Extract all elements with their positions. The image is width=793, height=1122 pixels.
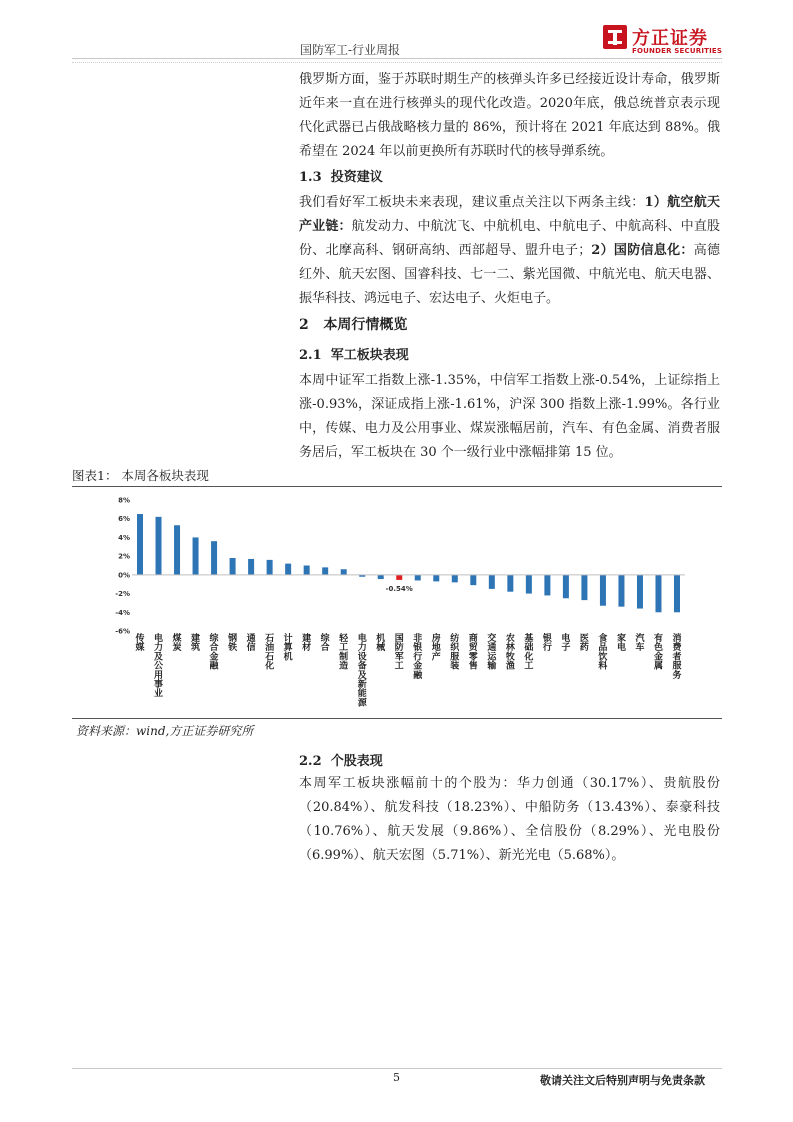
bar-机械 (378, 575, 384, 579)
category-label: 煤炭 (172, 634, 182, 654)
y-tick-label: 2% (118, 552, 130, 561)
header-divider-dotted (72, 62, 722, 63)
section-1-3-heading (299, 166, 383, 185)
category-label: 食品饮料 (598, 634, 608, 672)
y-tick-label: 6% (118, 515, 130, 524)
category-label: 纺织服装 (450, 634, 460, 672)
category-label: 农林牧渔 (505, 634, 515, 672)
bar-农林牧渔 (507, 575, 513, 592)
invest-aerospace-stocks: 航发动力、中航沈飞、中航机电、中航电子、中航高科、中直股份、北摩高科、钢研高纳、西部超导、盟升电子； (299, 219, 720, 258)
header-title: 国防军工-行业周报 (300, 43, 401, 57)
bar-房地产 (433, 575, 439, 582)
y-tick-label: 0% (118, 571, 130, 580)
bar-煤炭 (174, 525, 180, 575)
section-title: 投资建议 (330, 170, 383, 185)
section-number: 2.1 (299, 348, 322, 363)
category-label: 轻工制造 (339, 634, 349, 672)
bar-有色金属 (655, 575, 661, 612)
category-label: 机械 (376, 634, 386, 654)
paragraph-stocks: 本周军工板块涨幅前十的个股为：华力创通（30.17%）、贵航股份（20.84%）、航发科技（18.23%）、中船防务（13.43%）、泰豪科技（10.76%）、航天发展（9.86%）、全信股份（8.29%）、光电股份（6.99%）、航天宏图（5.71%）、新光光电（5.68%）。 (299, 776, 720, 863)
category-label: 非银行金融 (413, 634, 423, 681)
y-tick-label: 8% (118, 496, 130, 505)
category-label: 汽车 (635, 634, 645, 654)
section-2-2-heading (299, 750, 383, 769)
figure-title: 图表1： 本周各板块表现 (72, 468, 209, 483)
category-label: 电力及公用事业 (154, 634, 164, 700)
bar-传媒 (137, 514, 143, 575)
bar-银行 (544, 575, 550, 596)
bar-综合 (322, 567, 328, 574)
invest-line-aerospace: 1）航空航天产业链： (299, 195, 720, 234)
invest-defense-it-stocks: 高德红外、航天宏图、国睿科技、七一二、紫光国微、中航光电、航天电器、振华科技、鸿远电子、宏达电子、火炬电子。 (299, 243, 720, 306)
bar-基础化工 (526, 575, 532, 594)
highlight-data-label: -0.54% (385, 584, 413, 593)
bar-电力及公用事业 (156, 517, 162, 575)
logo-mark-icon (602, 24, 628, 50)
bar-综合金融 (211, 541, 217, 575)
figure-bottom-rule (72, 718, 722, 719)
invest-intro: 我们看好军工板块未来表现，建议重点关注以下两条主线： (299, 195, 645, 210)
bar-汽车 (637, 575, 643, 609)
bar-食品饮料 (600, 575, 606, 606)
category-label: 通信 (246, 634, 256, 654)
section-2-1-heading (299, 344, 409, 363)
bar-建材 (304, 566, 310, 575)
sector-performance-chart (72, 488, 722, 716)
footer-disclaimer: 敬请关注文后特别声明与免责条款 (540, 1074, 705, 1087)
page-number: 5 (393, 1071, 400, 1084)
category-label: 综合 (320, 634, 330, 654)
invest-line-defense-it: 2）国防信息化： (591, 243, 694, 258)
category-label: 电子 (561, 634, 571, 654)
y-axis (115, 497, 130, 636)
category-label: 商贸零售 (468, 634, 478, 672)
category-label: 建筑 (191, 634, 201, 654)
section-number: 1.3 (299, 170, 322, 185)
category-label: 交通运输 (487, 634, 497, 672)
figure-top-rule (72, 486, 722, 487)
bar-医药 (581, 575, 587, 600)
category-label: 银行 (542, 634, 552, 654)
bar-消费者服务 (674, 575, 680, 612)
category-label: 有色金属 (653, 634, 663, 672)
paragraph-investment (299, 191, 720, 311)
bar-石油石化 (267, 560, 273, 575)
paragraph-market: 本周中证军工指数上涨-1.35%，中信军工指数上涨-0.54%，上证综指上涨-0.93%，深证成指上涨-1.61%，沪深 300 指数上涨-1.99%。各行业中，传媒、电力及公用事业、煤炭涨幅居前，汽车、有色金属、消费者服务居后，军工板块在 30 个一级行业中涨幅排第 15 位。 (299, 373, 720, 460)
x-axis-labels (134, 632, 682, 708)
bar-商贸零售 (470, 575, 476, 585)
data-labels (386, 585, 413, 593)
bar-电子 (563, 575, 569, 598)
section-number: 2.2 (299, 754, 322, 769)
section-2-heading (299, 314, 407, 334)
figure-source: 资料来源：wind,方正证券研究所 (76, 724, 254, 738)
bar-轻工制造 (341, 569, 347, 575)
header-divider (72, 58, 722, 59)
category-label: 计算机 (283, 634, 293, 663)
bar-非银行金融 (415, 575, 421, 581)
paragraph-russia: 俄罗斯方面，鉴于苏联时期生产的核弹头许多已经接近设计寿命，俄罗斯近年来一直在进行核弹头的现代化改造。2020年底，俄总统普京表示现代化武器已占俄战略核力量的 86%，预计将在 2021 年底达到 88%。俄希望在 2024 年以前更换所有苏联时代的核导弹系统。 (299, 72, 720, 159)
category-label: 石油石化 (265, 634, 275, 672)
category-label: 消费者服务 (672, 634, 682, 681)
category-label: 家电 (616, 634, 626, 654)
logo-text-cn: 方正证券 (632, 28, 708, 49)
logo-text-en: FOUNDER SECURITIES (632, 47, 723, 55)
footer-divider (72, 1068, 722, 1069)
category-label: 综合金融 (209, 634, 219, 672)
y-tick-label: 4% (118, 533, 130, 542)
section-title: 个股表现 (330, 754, 383, 769)
section-title: 军工板块表现 (330, 348, 409, 363)
bar-家电 (618, 575, 624, 607)
category-label: 医药 (579, 634, 589, 654)
category-label: 电力设备及新能源 (357, 634, 367, 709)
section-title: 本周行情概览 (323, 317, 408, 333)
category-label: 房地产 (431, 634, 441, 663)
bar-建筑 (193, 537, 199, 574)
bar-通信 (248, 559, 254, 575)
category-label: 国防军工 (394, 634, 404, 672)
bar-series (137, 514, 680, 612)
bar-国防军工 (396, 575, 402, 580)
category-label: 钢铁 (228, 634, 238, 654)
y-tick-label: -4% (115, 608, 130, 617)
bar-计算机 (285, 564, 291, 575)
category-label: 基础化工 (524, 634, 534, 672)
company-logo (602, 24, 726, 58)
bar-钢铁 (230, 558, 236, 575)
category-label: 建材 (302, 634, 312, 654)
page-header (0, 0, 793, 70)
category-label: 传媒 (135, 634, 145, 654)
section-number: 2 (299, 317, 309, 333)
bar-纺织服装 (452, 575, 458, 582)
y-tick-label: -2% (115, 590, 130, 599)
bar-交通运输 (489, 575, 495, 589)
y-tick-label: -6% (115, 627, 130, 636)
